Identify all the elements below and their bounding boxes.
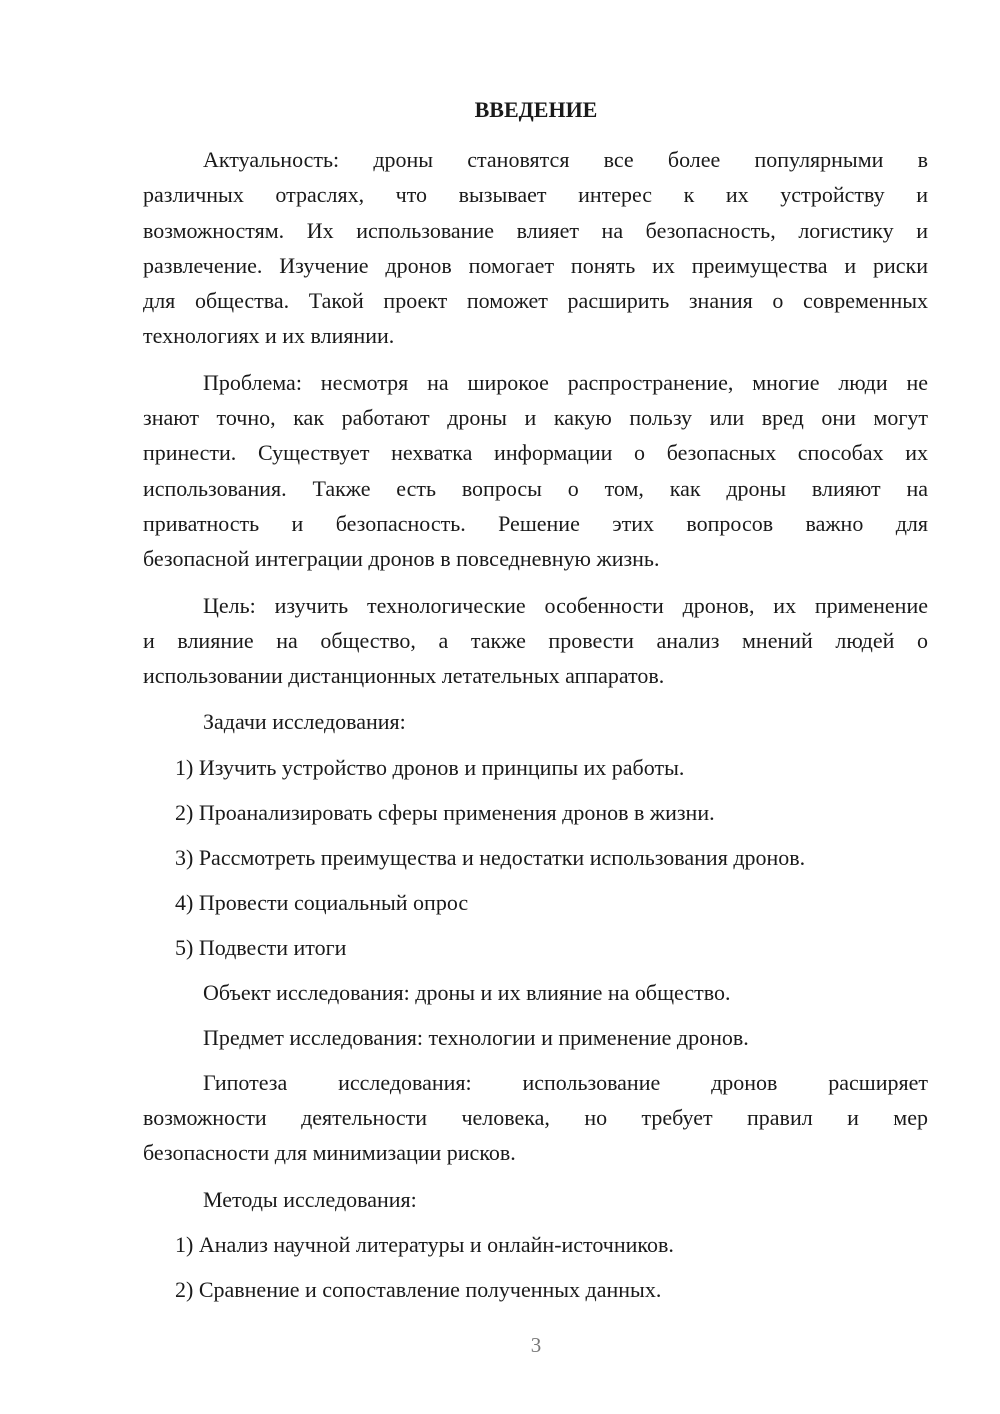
text-line: использовании дистанционных летательных аппаратов. bbox=[143, 663, 665, 689]
text-line: и влияние на общество, а также провести анализ мнений людей о bbox=[143, 627, 928, 653]
task-item: 2) Проанализировать сферы применения дронов в жизни. bbox=[175, 799, 715, 825]
text-line: Цель: изучить технологические особенности дронов, их применение bbox=[203, 592, 928, 618]
paragraph-problem bbox=[143, 365, 928, 577]
text-line: принести. Существует нехватка информации о безопасных способах их bbox=[143, 440, 928, 466]
paragraph-hypothesis bbox=[143, 1065, 928, 1171]
task-item: 3) Рассмотреть преимущества и недостатки использования дронов. bbox=[175, 844, 806, 870]
text-line: для общества. Такой проект поможет расширить знания о современных bbox=[143, 288, 928, 314]
text-line: Гипотеза исследования: использование дронов расширяет bbox=[203, 1069, 928, 1095]
text-line: безопасности для минимизации рисков. bbox=[143, 1140, 516, 1166]
text-line: возможности деятельности человека, но требует правил и мер bbox=[143, 1105, 928, 1131]
paragraph-relevance bbox=[143, 142, 928, 354]
text-line: знают точно, как работают дроны и какую пользу или вред они могут bbox=[143, 405, 928, 431]
page-title: ВВЕДЕНИЕ bbox=[474, 97, 598, 122]
text-line: использования. Также есть вопросы о том, как дроны влияют на bbox=[143, 475, 928, 501]
document-body bbox=[143, 142, 928, 1317]
method-item: 2) Сравнение и сопоставление полученных данных. bbox=[175, 1276, 662, 1302]
text-line: Актуальность: дроны становятся все более популярными в bbox=[203, 147, 928, 172]
text-line: различных отраслях, что вызывает интерес к их устройству и bbox=[143, 182, 928, 208]
paragraph-goal bbox=[143, 588, 928, 694]
research-object: Объект исследования: дроны и их влияние на общество. bbox=[203, 979, 731, 1005]
page-number: 3 bbox=[530, 1333, 542, 1357]
method-item: 1) Анализ научной литературы и онлайн-источников. bbox=[175, 1231, 674, 1257]
tasks-heading: Задачи исследования: bbox=[203, 709, 406, 735]
text-line: технологиях и их влиянии. bbox=[143, 323, 395, 349]
text-line: Проблема: несмотря на широкое распространение, многие люди не bbox=[203, 369, 928, 395]
research-subject: Предмет исследования: технологии и применение дронов. bbox=[203, 1024, 749, 1050]
task-item: 5) Подвести итоги bbox=[175, 934, 347, 960]
text-line: безопасной интеграции дронов в повседневную жизнь. bbox=[143, 546, 660, 572]
tasks-section bbox=[143, 704, 928, 739]
text-line: приватность и безопасность. Решение этих вопросов важно для bbox=[143, 510, 928, 536]
text-line: возможностям. Их использование влияет на безопасность, логистику и bbox=[143, 217, 928, 243]
task-item: 1) Изучить устройство дронов и принципы их работы. bbox=[175, 754, 685, 780]
text-line: развлечение. Изучение дронов помогает понять их преимущества и риски bbox=[143, 252, 928, 278]
methods-heading: Методы исследования: bbox=[203, 1186, 417, 1212]
task-item: 4) Провести социальный опрос bbox=[175, 889, 469, 915]
